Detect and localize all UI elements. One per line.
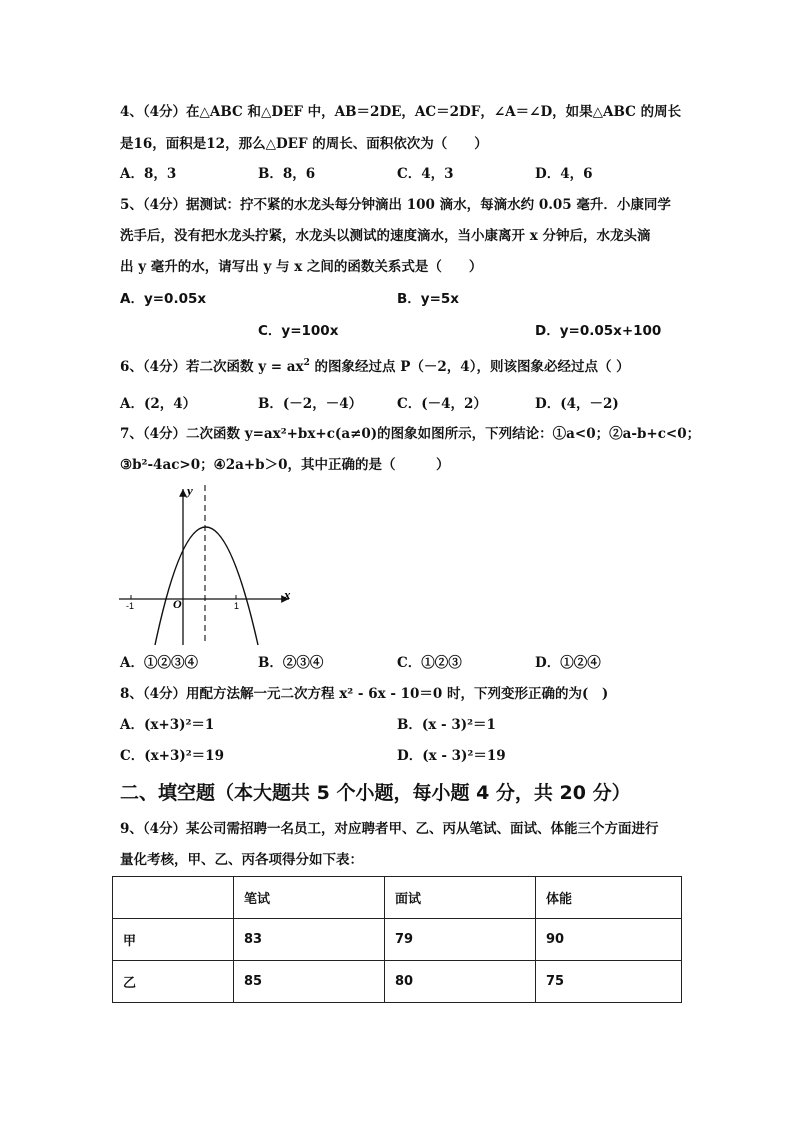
tick-label-pos-one: 1 bbox=[234, 601, 240, 611]
section-2-heading: 二、填空题（本大题共 5 个小题，每小题 4 分，共 20 分） bbox=[120, 782, 631, 804]
tick-label-neg-one: -1 bbox=[126, 601, 135, 611]
score-table bbox=[112, 876, 682, 1003]
q8-option-c: C．(x+3)²＝19 bbox=[120, 748, 224, 764]
q6-suffix: 的图象经过点 P（－2，4），则该图象必经过点（ ） bbox=[309, 359, 630, 375]
q8-option-b: B．(x - 3)²＝1 bbox=[397, 717, 496, 733]
q4-line-1: 4、（4分）在△ABC 和△DEF 中，AB＝2DE，AC＝2DF，∠A＝∠D，如果△ABC 的周长 bbox=[120, 104, 682, 120]
table-cell: 79 bbox=[385, 919, 536, 961]
q5-option-b: B．y=5x bbox=[397, 291, 460, 307]
table-header-cell: 笔试 bbox=[234, 877, 385, 919]
y-axis-label: y bbox=[187, 483, 193, 498]
q9-line-1: 9、（4分）某公司需招聘一名员工，对应聘者甲、乙、丙从笔试、面试、体能三个方面进行 bbox=[120, 821, 659, 837]
parabola-graph bbox=[113, 483, 303, 648]
q4-option-d: D．4，6 bbox=[535, 166, 593, 182]
q5-option-c: C．y=100x bbox=[258, 323, 339, 339]
q5-line-3: 出 y 毫升的水，请写出 y 与 x 之间的函数关系式是（ ） bbox=[120, 259, 483, 275]
parabola-curve bbox=[155, 527, 258, 645]
q7-option-c: C．①②③ bbox=[397, 655, 462, 671]
q4-option-b: B．8，6 bbox=[258, 166, 316, 182]
q8-option-d: D．(x - 3)²＝19 bbox=[397, 748, 506, 764]
table-cell: 75 bbox=[536, 961, 682, 1003]
table-cell: 甲 bbox=[113, 919, 234, 961]
q5-option-d: D．y=0.05x+100 bbox=[535, 323, 662, 339]
q6-option-c: C．(－4，2） bbox=[397, 396, 487, 412]
q4-option-c: C．4，3 bbox=[397, 166, 454, 182]
q7-option-a: A．①②③④ bbox=[120, 655, 198, 671]
q5-line-1: 5、（4分）据测试：拧不紧的水龙头每分钟滴出 100 滴水，每滴水约 0.05 毫升．小康同学 bbox=[120, 197, 671, 213]
table-cell: 80 bbox=[385, 961, 536, 1003]
q6-exponent: 2 bbox=[303, 358, 310, 368]
table-cell: 85 bbox=[234, 961, 385, 1003]
q7-line-1: 7、（4分）二次函数 y=ax²+bx+c(a≠0)的图象如图所示，下列结论：①a<0；②a-b+c<0； bbox=[120, 426, 701, 442]
q6-option-d: D．(4，－2) bbox=[535, 396, 619, 412]
table-cell: 83 bbox=[234, 919, 385, 961]
q5-option-a: A．y=0.05x bbox=[120, 291, 207, 307]
table-row bbox=[113, 919, 682, 961]
q6-line-1 bbox=[120, 358, 630, 376]
q7-option-d: D．①②④ bbox=[535, 655, 601, 671]
q7-option-b: B．②③④ bbox=[258, 655, 324, 671]
q8-option-a: A．(x+3)²＝1 bbox=[120, 717, 215, 733]
q6-prefix: 6、（4分）若二次函数 y = ax bbox=[120, 359, 304, 375]
q8-line-1: 8、（4分）用配方法解一元二次方程 x² - 6x - 10＝0 时，下列变形正确的为( ) bbox=[120, 686, 609, 702]
q5-line-2: 洗手后，没有把水龙头拧紧，水龙头以测试的速度滴水，当小康离开 x 分钟后，水龙头滴 bbox=[120, 228, 651, 244]
table-header-cell bbox=[113, 877, 234, 919]
q6-option-a: A．(2，4） bbox=[120, 396, 197, 412]
table-cell: 90 bbox=[536, 919, 682, 961]
q9-line-2: 量化考核，甲、乙、丙各项得分如下表： bbox=[120, 852, 363, 868]
table-header-cell: 体能 bbox=[536, 877, 682, 919]
q6-option-b: B．(－2，－4） bbox=[258, 396, 363, 412]
q7-line-2: ③b²-4ac>0；④2a+b＞0，其中正确的是（ ） bbox=[120, 457, 450, 473]
table-row bbox=[113, 961, 682, 1003]
q4-line-2: 是16，面积是12，那么△DEF 的周长、面积依次为（ ） bbox=[120, 136, 488, 152]
q4-option-a: A．8，3 bbox=[120, 166, 177, 182]
table-header-cell: 面试 bbox=[385, 877, 536, 919]
x-axis-label: x bbox=[284, 587, 291, 602]
origin-label: O bbox=[173, 597, 182, 611]
table-cell: 乙 bbox=[113, 961, 234, 1003]
table-header-row bbox=[113, 877, 682, 919]
